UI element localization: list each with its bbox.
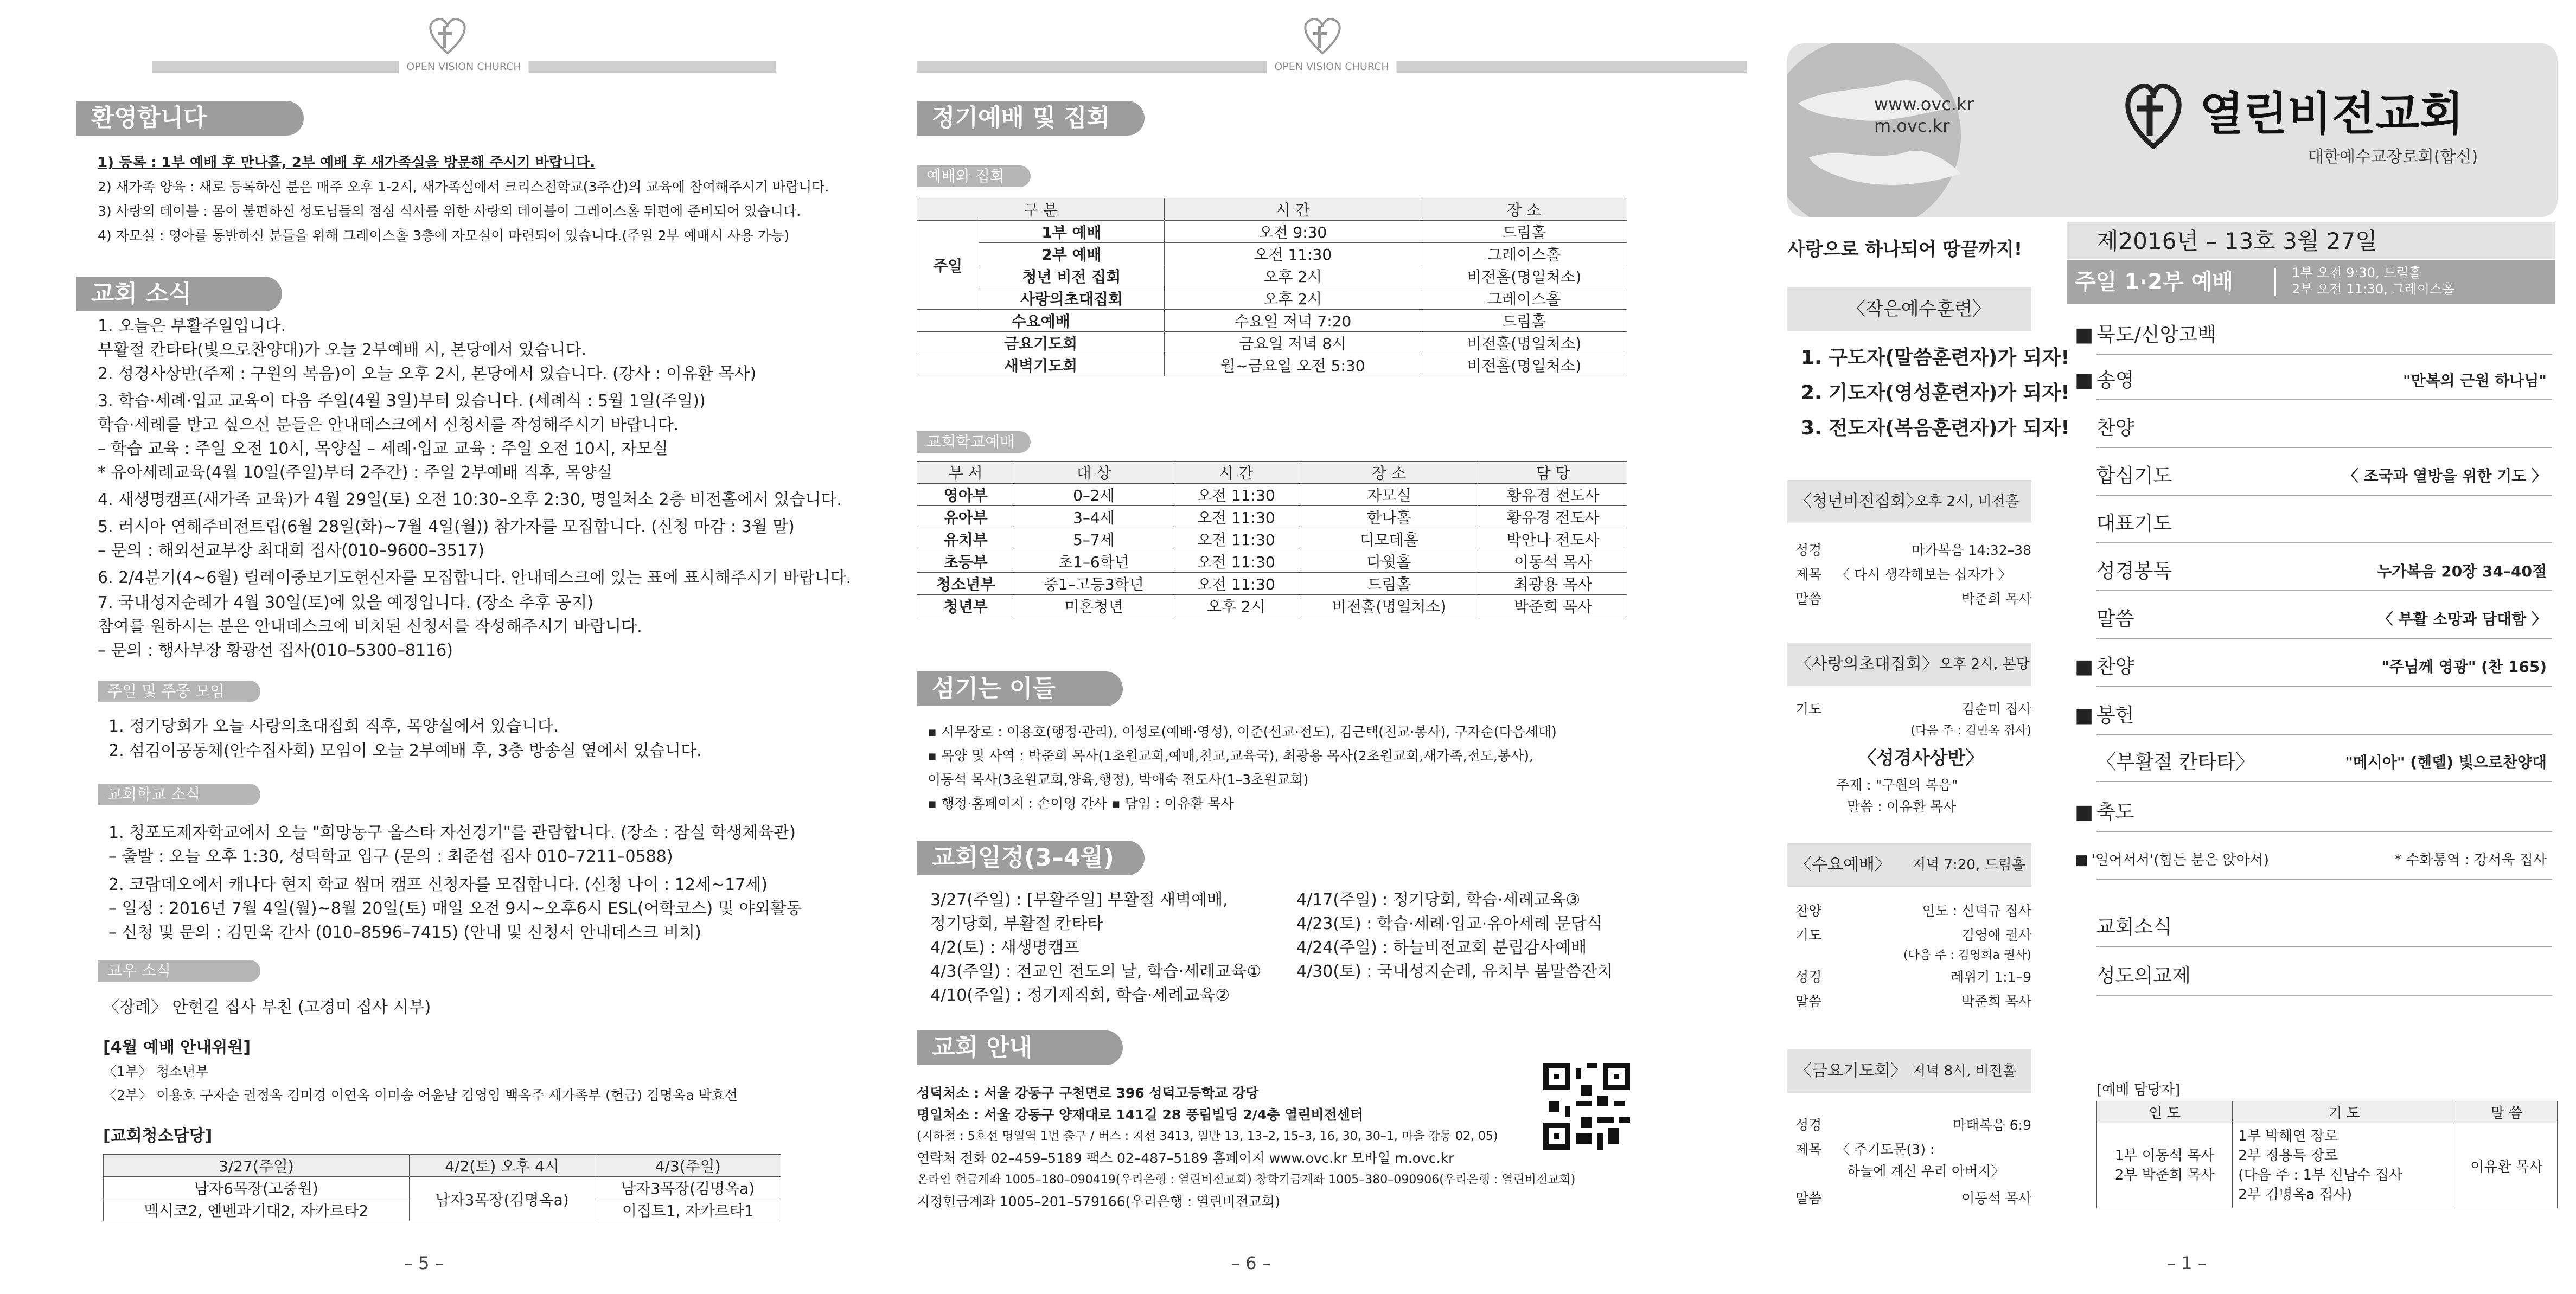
usher-line: 〈2부〉 이용호 구자순 권정옥 김미경 이연옥 이미송 어윤남 김영임 백옥주 새가족부 (헌금) 김명옥a 박효선 (103, 1087, 738, 1103)
table-header: 부 서 (917, 462, 1014, 484)
worship-order-item (2075, 700, 2552, 732)
row-value: 박준희 목사 (1961, 994, 2031, 1009)
worship-order-label: 교회소식 (2096, 916, 2172, 938)
info-line: 명일처소 : 서울 강동구 양재대로 141길 28 풍림빌딩 2/4층 열린비전센터 (917, 1107, 1363, 1123)
school-line: – 신청 및 문의 : 김민욱 간사 (010–8596–7415) (안내 및 신청서 안내데스크 비치) (108, 923, 701, 942)
row-label: 찬양 (1795, 903, 1822, 919)
row-value: 레위기 1:1–9 (1950, 969, 2031, 985)
header-church-name: OPEN VISION CHURCH (1267, 61, 1396, 73)
worship-order-item (2075, 844, 2552, 876)
row-value: 박준희 목사 (1961, 591, 2031, 607)
school-line: – 일정 : 2016년 7월 4일(월)~8월 20일(토) 매일 오전 9시~오후6시 ESL(어학코스) 및 야외활동 (108, 899, 802, 918)
table-cell: 오전 11:30 (1173, 506, 1299, 528)
leader: 2부 박준희 목사 (2114, 1167, 2215, 1183)
table-cell: 오후 2시 (1165, 287, 1421, 310)
row-label: 제목 (1795, 1142, 1822, 1157)
fri-time: 저녁 8시, 비전홀 (1912, 1063, 2017, 1079)
worship-title: 정기예배 및 집회 (917, 101, 1145, 136)
table-row (104, 1177, 781, 1199)
table-header: 담 당 (1479, 462, 1627, 484)
serve-title: 섬기는 이들 (917, 671, 1123, 706)
worship-order-label: ■ 축도 (2075, 800, 2134, 824)
worship-order-item (2075, 319, 2552, 351)
service-title: 주일 1·2부 예배 (2075, 270, 2233, 294)
school-news-title: 교회학교 소식 (98, 784, 260, 805)
welcome-item: 3) 사랑의 테이블 : 몸이 불편하신 성도님들의 점심 식사를 위한 사랑의 테이블이 그레이스홀 뒤편에 준비되어 있습니다. (98, 203, 801, 219)
table-cell: 오전 11:30 (1173, 550, 1299, 573)
clean-table (103, 1154, 781, 1221)
header-bar (152, 61, 776, 73)
table-row (917, 354, 1627, 376)
schedule-right: 4/17(주일) : 정기당회, 학습·세례교육③ (1296, 891, 1581, 909)
table-cell: 오전 9:30 (1165, 221, 1421, 243)
schedule-left: 4/3(주일) : 전교인 전도의 날, 학습·세례교육① (930, 962, 1262, 981)
table-cell: 황유경 전도사 (1479, 506, 1627, 528)
row-value: 마태복음 6:9 (1953, 1117, 2031, 1133)
table-row (2097, 1101, 2558, 1123)
divider (2096, 879, 2552, 880)
usher-title: [4월 예배 안내위원] (103, 1038, 251, 1057)
bible-class-topic: 주제 : "구원의 복음" (1836, 777, 1958, 793)
table-cell: 박안나 전도사 (1479, 528, 1627, 550)
table-row (917, 550, 1627, 573)
church-name: 열린비전교회 (2200, 87, 2464, 140)
table-cell: 비전홀(명일처소) (1421, 354, 1627, 376)
divider (2096, 542, 2552, 543)
schedule-title: 교회일정(3–4월) (917, 841, 1145, 875)
table-cell (2097, 1123, 2233, 1208)
divider (2096, 590, 2552, 591)
table-row (917, 221, 1627, 243)
news-line: 부활절 칸타타(빛으로찬양대)가 오늘 2부예배 시, 본당에서 있습니다. (98, 341, 587, 360)
news-line: 5. 러시아 연해주비전트립(6월 28일(화)~7월 4일(월)) 참가자를 모집합니다. (신청 마감 : 3월 말) (98, 517, 795, 536)
bible-class-title: 〈성경사상반〉 (1858, 747, 1984, 769)
row-label: 성경 (1795, 542, 1822, 558)
member-title: 교우 소식 (98, 960, 260, 982)
prayer: 2부 정용득 장로 (2238, 1148, 2338, 1164)
divider (2096, 686, 2552, 687)
info-line: 연락처 전화 02–459–5189 팩스 02–487–5189 홈페이지 www.ovc.kr 모바일 m.ovc.kr (917, 1150, 1454, 1166)
serve-line: ▪ 시무장로 : 이용호(행정·관리), 이성로(예배·영성), 이준(선교·전도), 김근택(친교·봉사), 구자순(다음세대) (928, 724, 1557, 740)
table-cell: 초등부 (917, 550, 1014, 573)
page-6 (895, 0, 1749, 1294)
news-line: 4. 새생명캠프(새가족 교육)가 4월 29일(토) 오전 10:30–오후 2:30, 명일처소 2층 비전홀에서 있습니다. (98, 490, 842, 509)
worship-order-item (2075, 460, 2552, 492)
worship-order-label: ■ 묵도/신앙고백 (2075, 323, 2216, 347)
table-cell: 수요예배 (917, 310, 1165, 332)
divider (2096, 495, 2552, 496)
table-cell: 청소년부 (917, 573, 1014, 595)
schedule-left: 4/10(주일) : 정기제직회, 학습·세례교육② (930, 986, 1230, 1005)
row-value: 김영애 권사 (1961, 927, 2031, 943)
small-jesus-title: 〈작은예수훈련〉 (1847, 298, 1991, 320)
worship-order-detail: "메시아" (헨델) 빛으로찬양대 (2345, 753, 2547, 771)
worship-order-detail: 〈 부활 소망과 담대함 〉 (2377, 610, 2547, 628)
table-header: 기 도 (2233, 1101, 2456, 1123)
worship-order-label: 찬양 (2096, 417, 2134, 439)
table-cell: 드림홀 (1421, 221, 1627, 243)
table-row (917, 462, 1627, 484)
table-cell: 드림홀 (1299, 573, 1479, 595)
table-cell: 오전 11:30 (1173, 573, 1299, 595)
row-value: 인도 : 신덕규 집사 (1922, 903, 2031, 919)
worship-order-item (2075, 508, 2552, 540)
worship-order-detail: "만복의 근원 하나님" (2402, 371, 2547, 389)
row-value: 〈 다시 생각해보는 십자가 〉 (1836, 567, 2012, 582)
row-label: 제목 (1795, 567, 1822, 582)
row-label: 기도 (1795, 927, 1822, 943)
worship-order-label: ■ 봉헌 (2075, 704, 2134, 728)
row-label: 성경 (1795, 1117, 1822, 1133)
worship-order-item (2075, 911, 2552, 944)
url-mobile: m.ovc.kr (1874, 116, 1950, 136)
table-header: 말 씀 (2456, 1101, 2558, 1123)
school-line: – 출발 : 오늘 오후 1:30, 성덕학교 입구 (문의 : 최준섭 집사 010–7211–0588) (108, 847, 673, 866)
worship-order-item (2075, 960, 2552, 992)
service-time-2: 2부 오전 11:30, 그레이스홀 (2292, 281, 2455, 297)
next-week-note: (다음 주 : 김민옥 집사) (1910, 724, 2031, 738)
info-line: 온라인 헌금계좌 1005–180–090419(우리은행 : 열린비전교회) 창학기금계좌 1005–380–090906(우리은행 : 열린비전교회) (917, 1173, 1576, 1187)
worship-order-item (2075, 364, 2552, 397)
table-header: 시 간 (1173, 462, 1299, 484)
duty-table (2096, 1101, 2558, 1208)
leader: 1부 이동석 목사 (2114, 1148, 2215, 1164)
news-line: 학습·세례를 받고 싶으신 분들은 안내데스크에서 신청서를 작성해주시기 바랍니다. (98, 415, 679, 434)
worship-order-item (2075, 555, 2552, 588)
table-cell: 황유경 전도사 (1479, 484, 1627, 506)
table-cell: 2부 예배 (979, 243, 1165, 265)
school-line: 1. 청포도제자학교에서 오늘 "희망농구 올스타 자선경기"를 관람합니다. (장소 : 잠실 학생체육관) (108, 823, 796, 842)
divider (2096, 781, 2552, 782)
table-cell: 월~금요일 오전 5:30 (1165, 354, 1421, 376)
table-cell: 이동석 목사 (1479, 550, 1627, 573)
worship-order-item (2075, 746, 2552, 779)
table-cell: 자모실 (1299, 484, 1479, 506)
table-cell: 비전홀(명일처소) (1299, 595, 1479, 617)
table-header: 4/3(주일) (595, 1155, 781, 1177)
header-church-name: OPEN VISION CHURCH (399, 61, 528, 73)
row-value: 마가복음 14:32–38 (1912, 542, 2031, 558)
divider (2274, 268, 2276, 296)
table-header: 시 간 (1165, 198, 1421, 221)
row-value: 이동석 목사 (1961, 1190, 2031, 1206)
church-logo-icon (1298, 15, 1347, 55)
news-line: 3. 학습·세례·입교 교육이 다음 주일(4월 3일)부터 있습니다. (세례식 : 5월 1일(주일)) (98, 392, 706, 411)
table-cell: 1부 예배 (979, 221, 1165, 243)
table-row (917, 332, 1627, 354)
row-label: 기도 (1795, 701, 1822, 717)
table-cell: 멕시코2, 엔벤과기대2, 자카르타2 (104, 1199, 410, 1221)
info-line: 성덕처소 : 서울 강동구 구천면로 396 성덕고등학교 강당 (917, 1085, 1259, 1101)
news-line: – 문의 : 해외선교부장 최대희 집사(010–9600–3517) (98, 541, 484, 560)
youth-title: 〈청년비전집회〉 (1795, 492, 1922, 511)
header-bar (917, 61, 1747, 73)
table-row (917, 310, 1627, 332)
table-cell: 비전홀(명일처소) (1421, 265, 1627, 287)
worship-order-label: 말씀 (2096, 608, 2134, 630)
table-cell: 한나홀 (1299, 506, 1479, 528)
divider (2096, 399, 2552, 400)
table-cell: 오전 11:30 (1165, 243, 1421, 265)
table-row (917, 243, 1627, 265)
worship-order-item (2075, 603, 2552, 636)
prayer: 2부 김명옥a 집사) (2238, 1187, 2353, 1203)
news-line: – 문의 : 행사부장 황광선 집사(010–5300–8116) (98, 641, 453, 660)
youth-time: 오후 2시, 비전홀 (1915, 494, 2019, 510)
motto: 사랑으로 하나되어 땅끝까지! (1787, 239, 2023, 260)
row-value: 하늘에 계신 우리 아버지〉 (1847, 1163, 2005, 1179)
table-cell: 비전홀(명일처소) (1421, 332, 1627, 354)
table-cell: 최광용 목사 (1479, 573, 1627, 595)
news-line: 참여를 원하시는 분은 안내데스크에 비치된 신청서를 작성해주시기 바랍니다. (98, 617, 642, 636)
table-cell: 다윗홀 (1299, 550, 1479, 573)
worship-order-detail: * 수화통역 : 강서욱 집사 (2394, 852, 2547, 868)
table-cell: 미혼청년 (1014, 595, 1173, 617)
page-1 (1749, 0, 2576, 1294)
table-row (917, 528, 1627, 550)
worship-order-label: 〈부활절 칸타타〉 (2096, 751, 2255, 773)
table-cell: 그레이스홀 (1421, 287, 1627, 310)
page-number: – 6 – (1231, 1253, 1271, 1273)
service-time-1: 1부 오전 9:30, 드림홀 (2292, 265, 2421, 280)
divider (2096, 946, 2552, 947)
divider (2096, 995, 2552, 996)
usher-line: 〈1부〉 청소년부 (103, 1064, 209, 1079)
table-row (917, 506, 1627, 528)
worship-table (917, 198, 1627, 376)
duty-title: [예배 담당자] (2096, 1082, 2181, 1098)
serve-line: ▪ 행정·홈페이지 : 손이영 간사 ▪ 담임 : 이유환 목사 (928, 796, 1234, 811)
worship-order-label: 성도의교제 (2096, 965, 2191, 987)
church-logo-icon (2118, 79, 2189, 149)
table-cell: 영아부 (917, 484, 1014, 506)
school-line: 2. 코람데오에서 캐나다 현지 학교 썸머 캠프 신청자를 모집합니다. (신청 나이 : 12세~17세) (108, 875, 768, 894)
divider (2096, 831, 2552, 832)
news-line: 6. 2/4분기(4~6월) 릴레이중보기도헌신자를 모집합니다. 안내데스크에 있는 표에 표시해주시기 바랍니다. (98, 568, 852, 587)
love-time: 오후 2시, 본당 (1939, 656, 2030, 672)
news-line: 7. 국내성지순례가 4월 30일(토)에 있을 예정입니다. (장소 추후 공지) (98, 593, 594, 612)
schedule-right: 4/30(토) : 국내성지순례, 유치부 봄말씀잔치 (1296, 962, 1613, 981)
table-cell: 남자3목장(김명옥a) (595, 1177, 781, 1199)
worship-order-label: 성경봉독 (2096, 560, 2172, 582)
fri-title: 〈금요기도회〉 (1795, 1061, 1907, 1080)
welcome-item: 1) 등록 : 1부 예배 후 만나홀, 2부 예배 후 새가족실을 방문해 주시기 바랍니다. (98, 155, 596, 171)
issue-number: 제2016년 – 13호 3월 27일 (2096, 228, 2377, 254)
worship-order-label: ■ 찬양 (2075, 655, 2134, 679)
table-cell: 청년 비전 집회 (979, 265, 1165, 287)
info-title: 교회 안내 (917, 1030, 1123, 1065)
denomination: 대한예수교장로회(합신) (2308, 148, 2478, 166)
schedule-right: 4/24(주일) : 하늘비전교회 분립감사예배 (1296, 938, 1587, 957)
wed-title: 〈수요예배〉 (1795, 855, 1891, 874)
news-title: 교회 소식 (76, 277, 282, 311)
clean-title: [교회청소담당] (103, 1126, 213, 1145)
meet-line: 1. 정기당회가 오늘 사랑의초대집회 직후, 목양실에서 있습니다. (108, 717, 559, 736)
divider (2096, 354, 2552, 355)
table-cell: 오후 2시 (1165, 265, 1421, 287)
row-value: 〈 주기도문(3) : (1836, 1142, 1935, 1157)
table-header: 인 도 (2097, 1101, 2233, 1123)
worship-order-detail: "주님께 영광" (찬 165) (2381, 658, 2547, 676)
table-header: 장 소 (1421, 198, 1627, 221)
schedule-left: 4/2(토) : 새생명캠프 (930, 938, 1079, 957)
worship-order-detail: 누가복음 20장 34–40절 (2377, 562, 2547, 580)
worship-order-item (2075, 651, 2552, 683)
page-5 (0, 0, 895, 1294)
table-cell: 수요일 저녁 7:20 (1165, 310, 1421, 332)
table-header: 4/2(토) 오후 4시 (409, 1155, 595, 1177)
table-header: 구 분 (917, 198, 1165, 221)
table-cell: 유아부 (917, 506, 1014, 528)
worship-order-label: 합심기도 (2096, 465, 2172, 487)
wed-time: 저녁 7:20, 드림홀 (1912, 857, 2025, 873)
table-cell: 중1–고등3학년 (1014, 573, 1173, 595)
member-line: 〈장례〉 안현길 집사 부친 (고경미 집사 시부) (103, 998, 431, 1017)
table-row (104, 1155, 781, 1177)
table-row (917, 484, 1627, 506)
page-number: – 1 – (2167, 1253, 2207, 1273)
table-cell: 오전 11:30 (1173, 528, 1299, 550)
row-label: 성경 (1795, 969, 1822, 985)
worship-order-label: 대표기도 (2096, 513, 2172, 535)
table-cell: 0–2세 (1014, 484, 1173, 506)
info-line: (지하철 : 5호선 명일역 1번 출구 / 버스 : 지선 3413, 일반 13, 13–2, 15–3, 16, 30, 30–1, 마을 강동 02, 05) (917, 1130, 1498, 1143)
schedule-right: 4/23(토) : 학습·세례·입교·유아세례 문답식 (1296, 914, 1602, 933)
worship-order-label: ■ 송영 (2075, 369, 2134, 393)
school-sub: 교회학교예배 (917, 431, 1031, 453)
table-cell: 주일 (917, 221, 979, 310)
next-week-note: (다음 주 : 김영희a 권사) (1903, 949, 2031, 962)
table-cell: 유치부 (917, 528, 1014, 550)
table-row (917, 595, 1627, 617)
divider (2096, 638, 2552, 639)
row-label: 말씀 (1795, 591, 1822, 607)
table-header: 대 상 (1014, 462, 1173, 484)
news-line: 1. 오늘은 부활주일입니다. (98, 317, 286, 336)
table-cell: 금요일 저녁 8시 (1165, 332, 1421, 354)
table-cell: 오전 11:30 (1173, 484, 1299, 506)
news-line: * 유아세례교육(4월 10일(주일)부터 2주간) : 주일 2부예배 직후, 목양실 (98, 463, 612, 482)
welcome-item: 4) 자모실 : 영아를 동반하신 분들을 위해 그레이스홀 3층에 자모실이 마련되어 있습니다.(주일 2부 예배시 사용 가능) (98, 228, 790, 244)
training-line: 1. 구도자(말씀훈련자)가 되자! (1801, 347, 2070, 369)
table-cell: 금요기도회 (917, 332, 1165, 354)
table-cell: 청년부 (917, 595, 1014, 617)
schedule-left: 3/27(주일) : [부활주일] 부활절 새벽예배, (930, 891, 1228, 909)
qr-code-icon (1543, 1063, 1630, 1150)
table-cell: 3–4세 (1014, 506, 1173, 528)
table-cell: 새벽기도회 (917, 354, 1165, 376)
serve-line: ▪ 목양 및 사역 : 박준희 목사(1초원교회,예배,친교,교육국), 최광용 목사(2초원교회,새가족,전도,봉사), (928, 748, 1533, 764)
table-row (917, 265, 1627, 287)
row-label: 말씀 (1795, 994, 1822, 1009)
page-number: – 5 – (404, 1253, 444, 1273)
school-table (917, 461, 1627, 617)
news-line: – 학습 교육 : 주일 오전 10시, 목양실 – 세례·입교 교육 : 주일 오전 10시, 자모실 (98, 439, 668, 458)
table-cell: 남자6목장(고중원) (104, 1177, 410, 1199)
divider (2096, 447, 2552, 448)
meet-line: 2. 섬김이공동체(안수집사회) 모임이 오늘 2부예배 후, 3층 방송실 옆에서 있습니다. (108, 741, 702, 760)
table-row (917, 287, 1627, 310)
table-row (917, 198, 1627, 221)
schedule-left: 정기당회, 부활절 칸타타 (930, 914, 1103, 933)
serve-line: 이동석 목사(3초원교회,양육,행정), 박애숙 전도사(1–3초원교회) (928, 772, 1309, 787)
prayer: 1부 박해연 장로 (2238, 1128, 2338, 1144)
worship-order-label: ■ '일어서서'(힘든 분은 앉아서) (2075, 848, 2269, 872)
church-logo-icon (423, 15, 472, 55)
table-cell: 디모데홀 (1299, 528, 1479, 550)
bible-class-speaker: 말씀 : 이유환 목사 (1847, 799, 1957, 815)
table-cell: 그레이스홀 (1421, 243, 1627, 265)
table-header: 3/27(주일) (104, 1155, 410, 1177)
meet-title: 주일 및 주중 모임 (98, 681, 260, 702)
training-line: 2. 기도자(영성훈련자)가 되자! (1801, 382, 2070, 404)
table-cell: 남자3목장(김명옥a) (409, 1177, 595, 1221)
table-cell: 5–7세 (1014, 528, 1173, 550)
table-cell: 오후 2시 (1173, 595, 1299, 617)
table-row (917, 573, 1627, 595)
info-line: 지정헌금계좌 1005–201–579166(우리은행 : 열린비전교회) (917, 1194, 1280, 1209)
training-line: 3. 전도자(복음훈련자)가 되자! (1801, 417, 2070, 439)
love-title: 〈사랑의초대집회〉 (1795, 655, 1938, 674)
table-cell: 박준희 목사 (1479, 595, 1627, 617)
table-header: 장 소 (1299, 462, 1479, 484)
table-cell: 이유환 목사 (2456, 1123, 2558, 1208)
table-cell (2233, 1123, 2456, 1208)
divider (2096, 734, 2552, 735)
url-main: www.ovc.kr (1874, 94, 1974, 114)
table-cell: 사랑의초대집회 (979, 287, 1165, 310)
worship-order-item (2075, 796, 2552, 829)
worship-order-item (2075, 412, 2552, 445)
prayer: (다음 주 : 1부 신남수 집사 (2238, 1167, 2403, 1183)
table-cell: 드림홀 (1421, 310, 1627, 332)
table-cell: 초1–6학년 (1014, 550, 1173, 573)
welcome-title: 환영합니다 (76, 101, 304, 136)
table-cell: 이집트1, 자카르타1 (595, 1199, 781, 1221)
table-row (2097, 1123, 2558, 1208)
row-label: 말씀 (1795, 1190, 1822, 1206)
news-line: 2. 성경사상반(주제 : 구원의 복음)이 오늘 오후 2시, 본당에서 있습니다. (강사 : 이유환 목사) (98, 364, 757, 383)
welcome-item: 2) 새가족 양육 : 새로 등록하신 분은 매주 오후 1-2시, 새가족실에서 크리스천학교(3주간)의 교육에 참여해주시기 바랍니다. (98, 179, 829, 195)
worship-order-detail: 〈 조국과 열방을 위한 기도 〉 (2343, 467, 2547, 485)
worship-sub: 예배와 집회 (917, 165, 1031, 187)
row-value: 김순미 집사 (1961, 701, 2031, 717)
